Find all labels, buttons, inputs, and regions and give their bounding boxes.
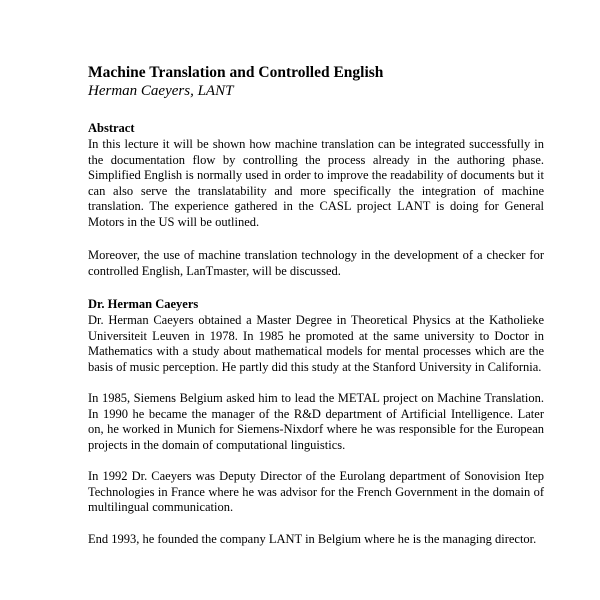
abstract-paragraph: Moreover, the use of machine translation technology in the development of a checker for controlled English, LanTmaster, will be discussed. (88, 248, 544, 278)
biography-paragraph: Dr. Herman Caeyers obtained a Master Degree in Theoretical Physics at the Katholieke Universiteit Leuven in 1978. In 1985 he promoted at the same university to Doctor in Mathematics with a study about mathematical models for mental processes which are the basis of music perception. He partly did this study at the Stanford University in California. (88, 313, 544, 374)
biography-paragraph: In 1985, Siemens Belgium asked him to lead the METAL project on Machine Translation. In 1990 he became the manager of the R&D department of Artificial Intelligence. Later on, he worked in Munich for Siemens-Nixdorf where he was responsible for the European projects in the domain of computational linguistics. (88, 391, 544, 452)
biography-paragraph: End 1993, he founded the company LANT in Belgium where he is the managing director. (88, 531, 537, 546)
document-page (88, 63, 544, 547)
abstract-paragraph: In this lecture it will be shown how machine translation can be integrated successfully in the documentation flow by controlling the process already in the authoring phase. Simplified English is normally used in order to improve the readability of documents but it can also serve the translatability and more specifically the integration of machine translation. The experience gathered in the CASL project LANT is doing for General Motors in the US will be outlined. (88, 137, 544, 229)
document-title: Machine Translation and Controlled English (88, 64, 384, 81)
abstract-section (88, 121, 544, 279)
author-line: Herman Caeyers, LANT (88, 83, 234, 99)
section-heading-biography: Dr. Herman Caeyers (88, 297, 199, 311)
biography-paragraph: In 1992 Dr. Caeyers was Deputy Director of the Eurolang department of Sonovision Itep Technologies in France where he was advisor for the French Government in the domain of multilingual communication. (88, 469, 544, 514)
biography-section (88, 297, 544, 547)
section-heading-abstract: Abstract (88, 121, 135, 135)
